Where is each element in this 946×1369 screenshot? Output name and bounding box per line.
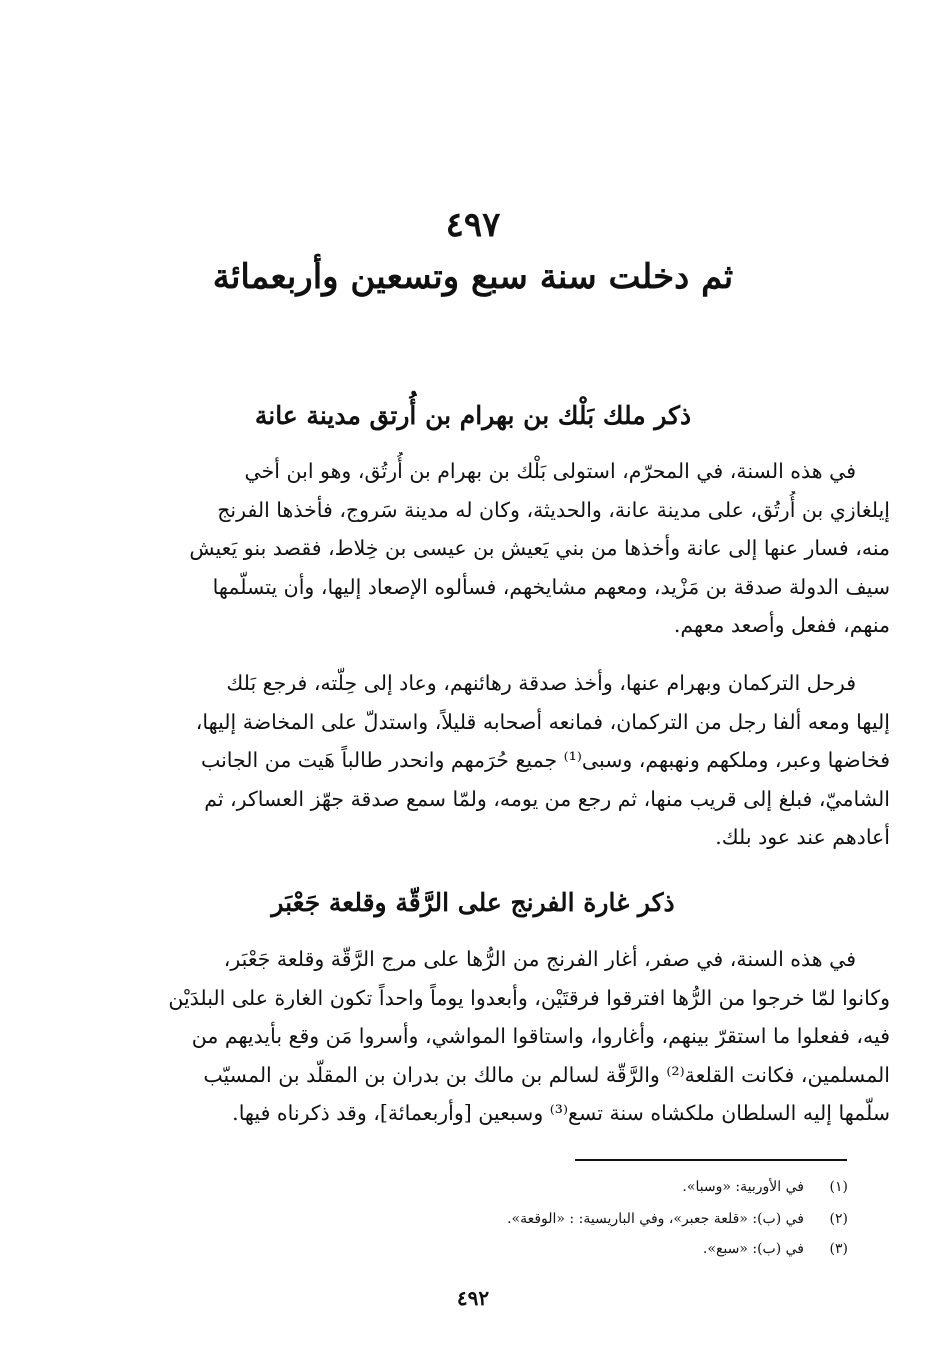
text-line: إيلغازي بن أُرتُق، على مدينة عانة، والحديثة، وكان له مدينة سَروج، فأخذها الفرنج <box>217 497 890 522</box>
footnote-3 <box>328 1236 848 1262</box>
footnote-divider <box>575 1159 847 1161</box>
text-line: سلّمها إليه السلطان ملكشاه سنة تسع⁽³⁾ وسبعين [وأربعمائة]، وقد ذكرناه فيها. <box>232 1101 890 1126</box>
footnote-text: في (ب): «سبع». <box>702 1241 804 1257</box>
section-heading-1: ذكر ملك بَلْك بن بهرام بن أُرتق مدينة عانة <box>254 401 692 430</box>
paragraph-1-1 <box>50 452 890 645</box>
text-line: فرحل التركمان وبهرام عنها، وأخذ صدقة رهائنهم، وعاد إلى حِلّته، فرجع بَلك <box>226 671 856 695</box>
text-line: منه، فسار عنها إلى عانة وأخذها من بني يَعيش بن عيسى بن خِلاط، فقصد بنو يَعيش <box>189 536 890 561</box>
text-line: في هذه السنة، في المحرّم، استولى بَلْك بن بهرام بن أُرتُق، وهو ابن أخي <box>244 459 856 483</box>
paragraph-1-2 <box>50 664 890 857</box>
footnote-text: في الأوربية: «وسبا». <box>682 1179 804 1195</box>
footnote-number: (١) <box>829 1179 848 1195</box>
text-line: فخاضها وعبر، وملكهم ونهبهم، وسبى⁽¹⁾ جميع حُرَمهم وانحدر طالباً هَيت من الجانب <box>200 748 890 773</box>
text-line: إليها ومعه ألفا رجل من التركمان، فمانعه أصحابه قليلاً، واستدلّ على المخاضة إليها، <box>195 709 890 734</box>
footnote-number: (٣) <box>829 1241 848 1257</box>
text-line: فيه، ففعلوا ما استقرّ بينهم، وأغاروا، واستاقوا المواشي، وأسروا مَن وقع بأيديهم من <box>191 1024 890 1049</box>
year-title: ثم دخلت سنة سبع وتسعين وأربعمائة <box>212 257 734 297</box>
text-line: في هذه السنة، في صفر، أغار الفرنج من الرُّها على مرج الرَّقّة وقلعة جَعْبَر، <box>223 947 856 971</box>
footnote-1 <box>328 1174 848 1200</box>
footnote-2 <box>328 1206 848 1232</box>
text-line: سيف الدولة صدقة بن مَزْيد، ومعهم مشايخهم، فسألوه الإصعاد إليها، وأن يتسلّمها <box>212 574 890 599</box>
footnote-number: (٢) <box>829 1211 848 1227</box>
text-line: وكانوا لمّا خرجوا من الرُّها افترقوا فرقتَيْن، وأبعدوا يوماً واحداً تكون الغارة على البلدَيْن <box>168 985 890 1010</box>
year-number: ٤٩٧ <box>445 205 501 245</box>
page-number: ٤٩٢ <box>456 1286 490 1310</box>
text-line: منهم، ففعل وأصعد معهم. <box>673 613 890 638</box>
text-line: الشاميّ، فبلغ إلى قريب منها، ثم رجع من يومه، ولمّا سمع صدقة جهّز العساكر، ثم <box>204 786 890 811</box>
footnote-text: في (ب): «قلعة جعبر»، وفي الباريسية: : «الوقعة». <box>507 1211 804 1227</box>
section-heading-2: ذكر غارة الفرنج على الرَّقّة وقلعة جَعْبَر <box>271 888 675 917</box>
paragraph-2-1 <box>50 940 890 1133</box>
text-line: المسلمين، فكانت القلعة⁽²⁾ والرَّقّة لسالم بن مالك بن بدران بن المقلّد بن المسيّب <box>203 1062 890 1087</box>
text-line: أعادهم عند عود بلك. <box>715 825 890 850</box>
